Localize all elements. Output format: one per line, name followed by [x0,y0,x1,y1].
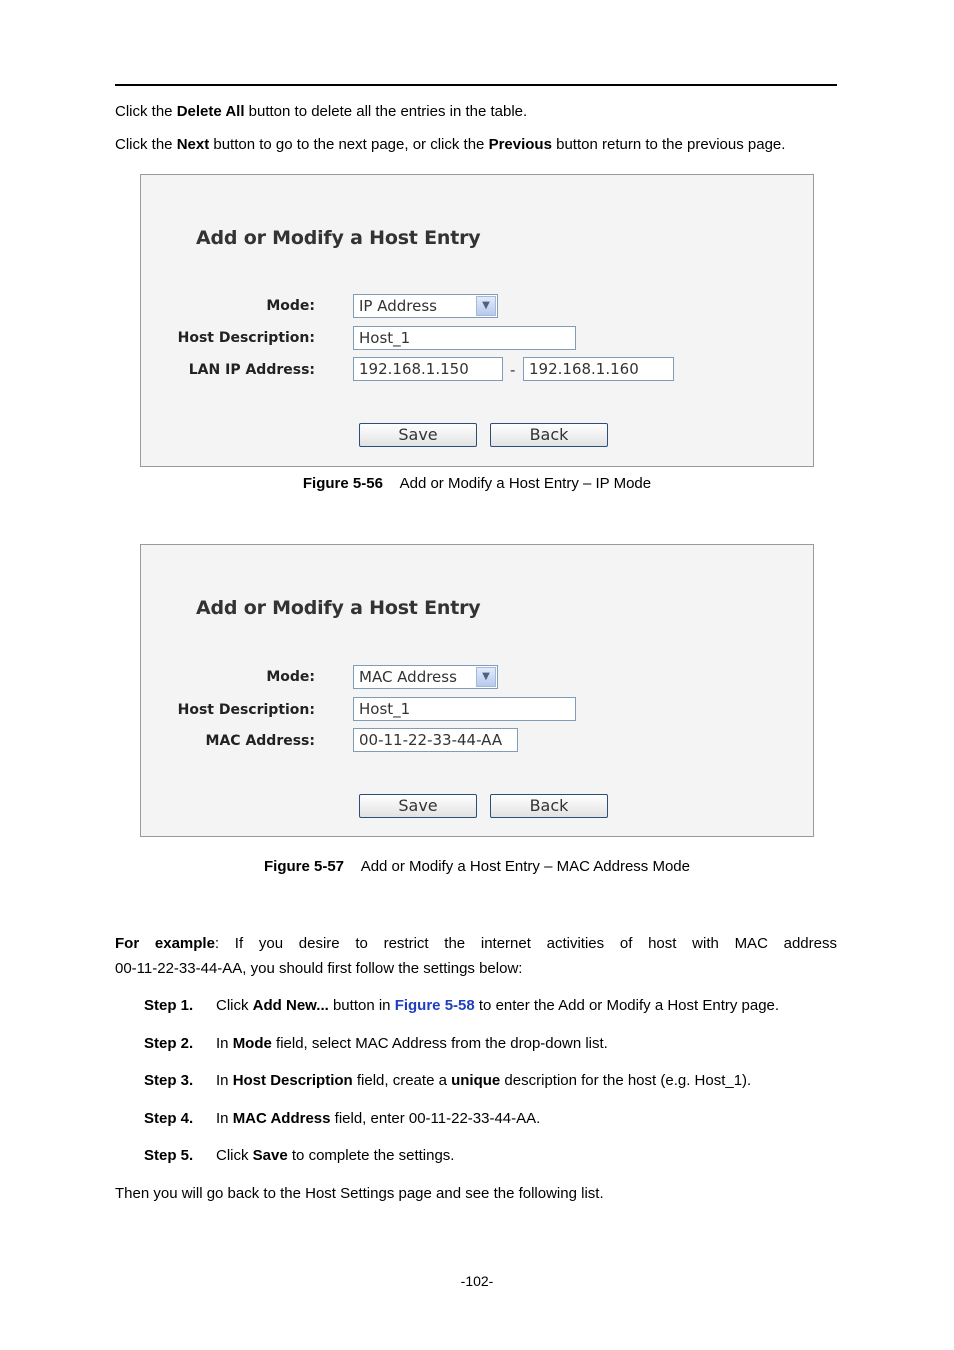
ip-range-separator: - [510,361,516,379]
host-description-input[interactable]: Host_1 [353,697,576,721]
intro-line-1: Click the Delete All button to delete all the entries in the table. [115,103,528,120]
closing-text: Then you will go back to the Host Settings page and see the following list. [115,1185,604,1202]
step-4: Step 4. In MAC Address field, enter 00-11-22-33-44-AA. [144,1110,541,1127]
mode-select[interactable] [353,665,498,689]
lan-ip-end-input[interactable]: 192.168.1.160 [523,357,674,381]
chevron-down-icon[interactable]: ▼ [476,667,496,687]
mode-label: Mode: [266,298,315,314]
chevron-down-icon[interactable]: ▼ [476,296,496,316]
mac-address-label: MAC Address: [205,733,315,749]
header-rule [115,84,837,86]
step-3: Step 3. In Host Description field, create a unique description for the host (e.g. Host_1). [144,1072,752,1089]
step-1: Step 1. Click Add New... button in Figure 5-58 to enter the Add or Modify a Host Entry page. [144,997,780,1014]
mode-select-value: IP Address [359,297,437,315]
host-entry-ip-panel [140,174,814,467]
lan-ip-start-input[interactable]: 192.168.1.150 [353,357,503,381]
host-description-input[interactable]: Host_1 [353,326,576,350]
lan-ip-label: LAN IP Address: [188,362,315,378]
save-button[interactable]: Save [359,423,477,447]
example-line-2: 00-11-22-33-44-AA, you should first follow the settings below: [115,960,523,977]
page-number: -102- [460,1273,494,1289]
mode-select-value: MAC Address [359,668,457,686]
back-button[interactable]: Back [490,794,608,818]
mode-select[interactable] [353,294,498,318]
save-button[interactable]: Save [359,794,477,818]
mac-address-input[interactable]: 00-11-22-33-44-AA [353,728,518,752]
back-button[interactable]: Back [490,423,608,447]
panel-title: Add or Modify a Host Entry [196,597,481,619]
example-line-1: For example: If you desire to restrict the internet activities of host with MAC address [115,935,837,952]
intro-line-2: Click the Next button to go to the next page, or click the Previous button return to the previous page. [115,136,786,153]
figure-56-caption: Figure 5-56 Add or Modify a Host Entry – IP Mode [302,475,652,492]
step-5: Step 5. Click Save to complete the settings. [144,1147,455,1164]
host-entry-mac-panel [140,544,814,837]
step-2: Step 2. In Mode field, select MAC Address from the drop-down list. [144,1035,608,1052]
figure-57-caption: Figure 5-57 Add or Modify a Host Entry – MAC Address Mode [263,858,690,875]
host-description-label: Host Description: [177,330,315,346]
host-description-label: Host Description: [177,702,315,718]
mode-label: Mode: [266,669,315,685]
panel-title: Add or Modify a Host Entry [196,227,481,249]
figure-5-58-link[interactable]: Figure 5-58 [394,997,475,1014]
